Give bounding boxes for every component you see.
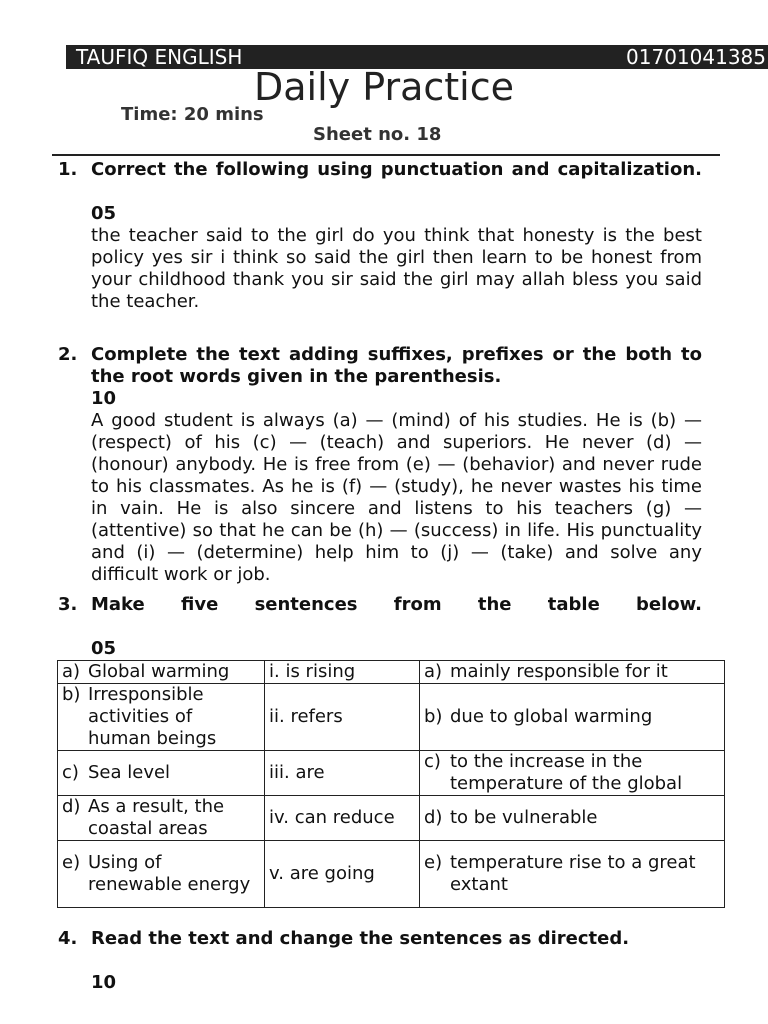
- verb-cell: iv. can reduce: [265, 796, 420, 841]
- verb-cell: i. is rising: [265, 661, 420, 684]
- table-row: [58, 684, 725, 751]
- divider: [52, 154, 720, 156]
- verb-cell: v. are going: [265, 841, 420, 908]
- subject-cell: As a result, the coastal areas: [88, 796, 225, 839]
- brand-name: TAUFIQ ENGLISH: [76, 45, 243, 69]
- question-passage: the teacher said to the girl do you think that honesty is the best policy yes sir i think so said the girl then learn to be honest from your childhood thank you sir said the girl may allah bless you said the teacher.: [91, 225, 702, 312]
- subject-cell: Sea level: [88, 762, 171, 783]
- question-marks: 10: [91, 972, 117, 993]
- row-label: b): [62, 684, 81, 705]
- question-marks: 05: [91, 203, 117, 224]
- row-label: d): [424, 807, 443, 828]
- row-label: e): [62, 852, 81, 873]
- instruction-text: Correct the following using punctuation and capitalization.: [91, 159, 702, 180]
- object-cell: due to global warming: [450, 706, 653, 727]
- phone-number: 01701041385: [626, 45, 766, 69]
- question-instruction: Read the text and change the sentences as directed.: [91, 928, 630, 949]
- row-label: c): [62, 762, 79, 783]
- sentence-table: [57, 660, 725, 908]
- time-label: Time: 20 mins: [121, 104, 264, 125]
- row-label: c): [424, 751, 441, 772]
- row-label: d): [62, 796, 81, 817]
- object-cell: to be vulnerable: [450, 807, 598, 828]
- question-1: [58, 159, 702, 313]
- row-label: a): [62, 661, 81, 682]
- question-3: [58, 594, 702, 660]
- object-cell: temperature rise to a great extant: [450, 852, 696, 895]
- question-4: [58, 928, 702, 994]
- row-label: b): [424, 706, 443, 727]
- question-number: 3.: [58, 594, 78, 615]
- object-cell: mainly responsible for it: [450, 661, 668, 682]
- question-number: 4.: [58, 928, 78, 949]
- question-instruction: Complete the text adding suffixes, prefixes or the both to the root words given in the parenthesis.: [91, 344, 702, 387]
- question-instruction: [91, 159, 702, 181]
- subject-cell: Global warming: [88, 661, 230, 682]
- question-marks: 05: [91, 638, 117, 659]
- object-cell: to the increase in the temperature of the global: [450, 751, 683, 794]
- verb-cell: iii. are: [265, 751, 420, 796]
- row-label: e): [424, 852, 443, 873]
- question-passage: A good student is always (a) — (mind) of his studies. He is (b) — (respect) of his (c) — (teach) and superiors. He never (d) — (honour) anybody. He is free from (e) — (behavior) and never rude to his classmates. As he is (f) — (study), he never wastes his time in vain. He is also sincere and listens to his teachers (g) — (attentive) so that he can be (h) — (success) in life. His punctuality and (i) — (determine) help him to (j) — (take) and solve any difficult work or job.: [91, 410, 702, 585]
- table-row: [58, 841, 725, 908]
- question-number: 2.: [58, 344, 78, 365]
- sheet-number: Sheet no. 18: [313, 124, 442, 145]
- verb-cell: ii. refers: [265, 684, 420, 751]
- question-number: 1.: [58, 159, 78, 180]
- page-title: Daily Practice: [253, 65, 514, 109]
- question-marks: 10: [91, 388, 117, 409]
- question-2: [58, 344, 702, 586]
- table-row: [58, 751, 725, 796]
- subject-cell: Using of renewable energy: [88, 852, 251, 895]
- row-label: a): [424, 661, 443, 682]
- question-instruction: Make five sentences from the table below.: [91, 594, 702, 615]
- table-row: [58, 661, 725, 684]
- table-row: [58, 796, 725, 841]
- subject-cell: Irresponsible activities of human beings: [88, 684, 217, 749]
